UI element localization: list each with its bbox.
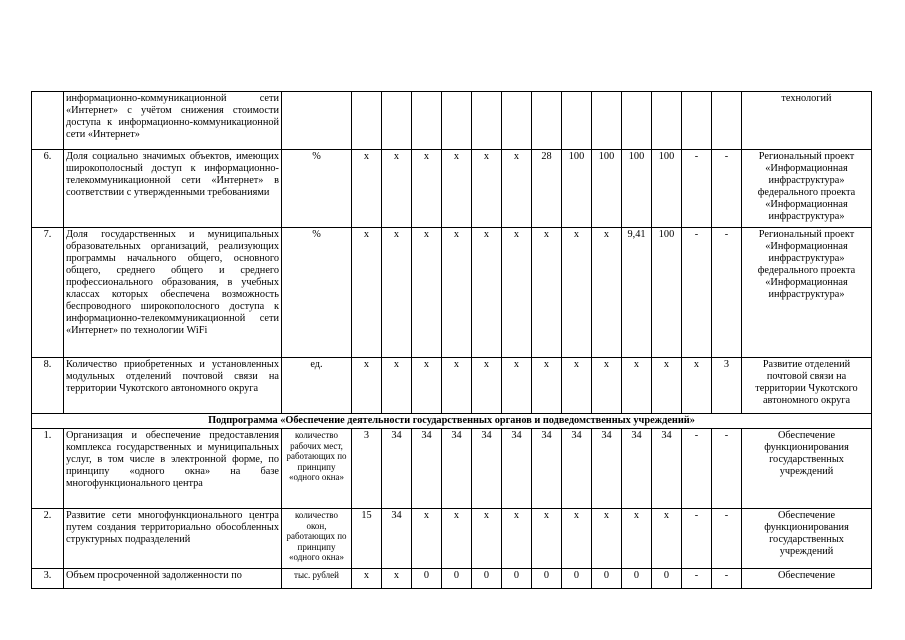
value-cell: 0 [622, 568, 652, 588]
value-cell: 100 [652, 228, 682, 358]
indicator-description: Доля социально значимых объектов, имеющих широкополосный доступ к информационно-телекоммуникационной сети «Интернет» в соответствии с утвержденными требованиями [64, 150, 282, 228]
source-cell: Обеспечение функционирования государственных учреждений [742, 428, 872, 508]
value-cell: x [352, 358, 382, 414]
indicator-description: Объем просроченной задолженности по [64, 568, 282, 588]
table-row [32, 428, 872, 508]
value-cell: 0 [562, 568, 592, 588]
value-cell: x [472, 358, 502, 414]
value-cell: - [712, 428, 742, 508]
value-cell: 34 [382, 508, 412, 568]
value-cell: x [382, 228, 412, 358]
value-cell: 34 [562, 428, 592, 508]
value-cell: 34 [502, 428, 532, 508]
value-cell: x [412, 228, 442, 358]
value-cell: 34 [412, 428, 442, 508]
value-cell [532, 92, 562, 150]
value-cell: x [592, 508, 622, 568]
value-cell: 34 [382, 428, 412, 508]
value-cell: x [652, 508, 682, 568]
value-cell: x [442, 228, 472, 358]
value-cell: x [352, 568, 382, 588]
indicator-description: Количество приобретенных и установленных модульных отделений почтовой связи на территории Чукотского автономного округа [64, 358, 282, 414]
value-cell: 100 [562, 150, 592, 228]
value-cell: x [592, 358, 622, 414]
unit-cell: количество рабочих мест, работающих по принципу «одного окна» [282, 428, 352, 508]
source-cell: Обеспечение [742, 568, 872, 588]
unit-cell [282, 92, 352, 150]
value-cell: 34 [442, 428, 472, 508]
value-cell: x [442, 150, 472, 228]
value-cell [382, 92, 412, 150]
unit-cell: % [282, 150, 352, 228]
value-cell [412, 92, 442, 150]
table-row [32, 92, 872, 150]
value-cell: 34 [622, 428, 652, 508]
indicators-table [31, 91, 872, 589]
value-cell [712, 92, 742, 150]
value-cell [622, 92, 652, 150]
value-cell: x [352, 228, 382, 358]
value-cell: 0 [412, 568, 442, 588]
value-cell: 0 [652, 568, 682, 588]
value-cell [562, 92, 592, 150]
value-cell: 15 [352, 508, 382, 568]
indicator-description: Организация и обеспечение предоставления комплекса государственных и муниципальных услуг, в том числе в электронной форме, по принципу «одного окна» на базе многофункционального центра [64, 428, 282, 508]
row-number: 2. [32, 508, 64, 568]
table-row [32, 508, 872, 568]
value-cell: x [412, 508, 442, 568]
value-cell: x [442, 508, 472, 568]
source-cell: технологий [742, 92, 872, 150]
value-cell: - [712, 150, 742, 228]
row-number: 8. [32, 358, 64, 414]
row-number: 1. [32, 428, 64, 508]
value-cell: x [592, 228, 622, 358]
value-cell: 28 [532, 150, 562, 228]
value-cell: x [472, 228, 502, 358]
value-cell: 9,41 [622, 228, 652, 358]
subprogram-title: Подпрограмма «Обеспечение деятельности государственных органов и подведомственных учреждений» [32, 414, 872, 429]
value-cell: - [682, 228, 712, 358]
table-row [32, 150, 872, 228]
unit-cell: ед. [282, 358, 352, 414]
source-cell: Обеспечение функционирования государственных учреждений [742, 508, 872, 568]
value-cell: x [382, 568, 412, 588]
value-cell [502, 92, 532, 150]
value-cell: 0 [472, 568, 502, 588]
value-cell: x [562, 508, 592, 568]
value-cell: 34 [592, 428, 622, 508]
value-cell: 100 [592, 150, 622, 228]
value-cell: x [562, 358, 592, 414]
value-cell: 0 [502, 568, 532, 588]
value-cell: x [472, 508, 502, 568]
row-number: 3. [32, 568, 64, 588]
source-cell: Развитие отделений почтовой связи на территории Чукотского автономного округа [742, 358, 872, 414]
value-cell: 100 [652, 150, 682, 228]
value-cell: x [352, 150, 382, 228]
value-cell: - [712, 568, 742, 588]
value-cell: - [682, 150, 712, 228]
value-cell [352, 92, 382, 150]
value-cell [472, 92, 502, 150]
value-cell: x [622, 508, 652, 568]
value-cell: x [502, 150, 532, 228]
value-cell: 0 [442, 568, 472, 588]
source-cell: Региональный проект «Информационная инфраструктура» федерального проекта «Информационная инфраструктура» [742, 150, 872, 228]
value-cell: x [412, 358, 442, 414]
value-cell: x [502, 228, 532, 358]
value-cell: - [682, 428, 712, 508]
unit-cell: тыс. рублей [282, 568, 352, 588]
value-cell: x [412, 150, 442, 228]
value-cell: 34 [532, 428, 562, 508]
value-cell: x [382, 150, 412, 228]
value-cell: x [562, 228, 592, 358]
value-cell: 34 [652, 428, 682, 508]
unit-cell: количество окон, работающих по принципу «одного окна» [282, 508, 352, 568]
value-cell: x [652, 358, 682, 414]
value-cell: x [532, 508, 562, 568]
value-cell: 100 [622, 150, 652, 228]
value-cell: x [532, 358, 562, 414]
value-cell: - [712, 508, 742, 568]
value-cell: x [622, 358, 652, 414]
value-cell: - [682, 568, 712, 588]
value-cell: 0 [592, 568, 622, 588]
table-row [32, 358, 872, 414]
value-cell: x [382, 358, 412, 414]
value-cell: - [682, 508, 712, 568]
value-cell: x [472, 150, 502, 228]
indicator-description: Доля государственных и муниципальных образовательных организаций, реализующих программы начального общего, основного общего, среднего общего и среднего профессионального образования, в учебных классах которых обеспечена возможность беспроводного широкополосного доступа к информационно-телекоммуникационной сети «Интернет» по технологии WiFi [64, 228, 282, 358]
indicator-description: Развитие сети многофункционального центра путем создания территориально обособленных структурных подразделений [64, 508, 282, 568]
value-cell: x [442, 358, 472, 414]
value-cell [442, 92, 472, 150]
table-row [32, 228, 872, 358]
value-cell [592, 92, 622, 150]
table-row [32, 568, 872, 588]
unit-cell: % [282, 228, 352, 358]
value-cell: 3 [712, 358, 742, 414]
value-cell: x [502, 358, 532, 414]
value-cell: 0 [532, 568, 562, 588]
value-cell: x [502, 508, 532, 568]
row-number: 7. [32, 228, 64, 358]
indicator-description: информационно-коммуникационной сети «Интернет» с учётом снижения стоимости доступа к информационно-коммуникационной сети «Интернет» [64, 92, 282, 150]
value-cell [652, 92, 682, 150]
value-cell: 34 [472, 428, 502, 508]
value-cell: - [712, 228, 742, 358]
row-number [32, 92, 64, 150]
value-cell [682, 92, 712, 150]
value-cell: x [682, 358, 712, 414]
section-row [32, 414, 872, 429]
row-number: 6. [32, 150, 64, 228]
value-cell: x [532, 228, 562, 358]
value-cell: 3 [352, 428, 382, 508]
source-cell: Региональный проект «Информационная инфраструктура» федерального проекта «Информационная инфраструктура» [742, 228, 872, 358]
